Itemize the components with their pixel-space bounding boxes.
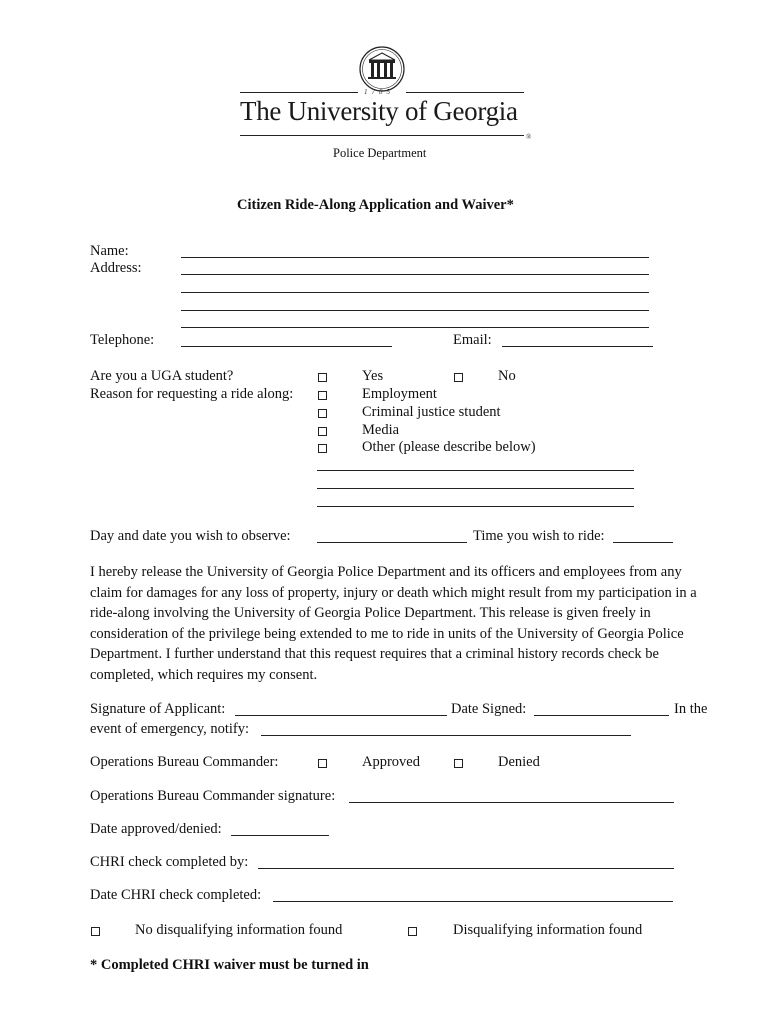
no-disqualifying-checkbox[interactable] [91, 927, 100, 936]
address-label: Address: [90, 260, 142, 276]
emergency-contact-label: event of emergency, notify: [90, 721, 250, 737]
logo-rule-right [406, 92, 524, 93]
uga-student-question: Are you a UGA student? [90, 368, 234, 384]
address-field-line-2[interactable] [181, 292, 649, 293]
day-date-label: Day and date you wish to observe: [90, 528, 291, 544]
reason-media-checkbox[interactable] [318, 427, 327, 436]
in-the-text: In the [674, 701, 708, 717]
commander-signature-field[interactable] [349, 802, 674, 803]
other-description-line-2[interactable] [317, 488, 634, 489]
other-description-line-1[interactable] [317, 470, 634, 471]
denied-label: Denied [498, 754, 540, 770]
logo-rule-left [240, 92, 358, 93]
disqualifying-checkbox[interactable] [408, 927, 417, 936]
date-signed-label: Date Signed: [451, 701, 527, 717]
name-label: Name: [90, 243, 129, 259]
date-signed-field[interactable] [534, 715, 669, 716]
address-field-line-4[interactable] [181, 327, 649, 328]
no-disqualifying-label: No disqualifying information found [135, 922, 343, 938]
logo-year: 1785 [364, 88, 394, 96]
uga-yes-label: Yes [362, 368, 384, 384]
registered-mark: ® [526, 133, 532, 141]
reason-cj-student-checkbox[interactable] [318, 409, 327, 418]
approved-checkbox[interactable] [318, 759, 327, 768]
logo-rule-bottom [240, 135, 524, 136]
denied-checkbox[interactable] [454, 759, 463, 768]
name-field[interactable] [181, 257, 649, 258]
chri-date-field[interactable] [273, 901, 673, 902]
email-field[interactable] [502, 346, 653, 347]
approved-label: Approved [362, 754, 420, 770]
reason-other-label: Other (please describe below) [362, 439, 536, 455]
email-label: Email: [453, 332, 492, 348]
commander-signature-label: Operations Bureau Commander signature: [90, 788, 336, 804]
commander-label: Operations Bureau Commander: [90, 754, 279, 770]
date-approved-field[interactable] [231, 835, 329, 836]
applicant-signature-field[interactable] [235, 715, 447, 716]
emergency-contact-field[interactable] [261, 735, 631, 736]
day-date-field[interactable] [317, 542, 467, 543]
chri-completed-by-label: CHRI check completed by: [90, 854, 249, 870]
telephone-field[interactable] [181, 346, 392, 347]
reason-employment-label: Employment [362, 386, 437, 402]
waiver-paragraph: I hereby release the University of Georgia Police Department and its officers and employees from any claim for damages for any loss of property, injury or death which might result from my participation in a ride-along involving the University of Georgia Police Department. This release is given freely in consideration of the privilege being extended to me to ride in units of the University of Georgia Police Department. I further understand that this request requires that a criminal history records check be completed, which requires my consent. [90, 564, 697, 683]
other-description-line-3[interactable] [317, 506, 634, 507]
form-title: Citizen Ride-Along Application and Waiver* [237, 197, 514, 213]
telephone-label: Telephone: [90, 332, 155, 348]
date-approved-label: Date approved/denied: [90, 821, 222, 837]
reason-label: Reason for requesting a ride along: [90, 386, 294, 402]
chri-completed-by-field[interactable] [258, 868, 674, 869]
disqualifying-label: Disqualifying information found [453, 922, 643, 938]
time-field[interactable] [613, 542, 673, 543]
arch-icon [356, 44, 408, 94]
reason-other-checkbox[interactable] [318, 444, 327, 453]
address-field-line-3[interactable] [181, 310, 649, 311]
uga-no-label: No [498, 368, 516, 384]
uga-yes-checkbox[interactable] [318, 373, 327, 382]
time-label: Time you wish to ride: [473, 528, 605, 544]
footnote: * Completed CHRI waiver must be turned in [90, 957, 369, 973]
chri-date-label: Date CHRI check completed: [90, 887, 262, 903]
reason-media-label: Media [362, 422, 400, 438]
reason-cj-student-label: Criminal justice student [362, 404, 501, 420]
uga-no-checkbox[interactable] [454, 373, 463, 382]
address-field-line-1[interactable] [181, 274, 649, 275]
applicant-signature-label: Signature of Applicant: [90, 701, 226, 717]
logo-wordmark: The University of Georgia [240, 96, 518, 126]
reason-employment-checkbox[interactable] [318, 391, 327, 400]
department-name: Police Department [333, 146, 427, 160]
